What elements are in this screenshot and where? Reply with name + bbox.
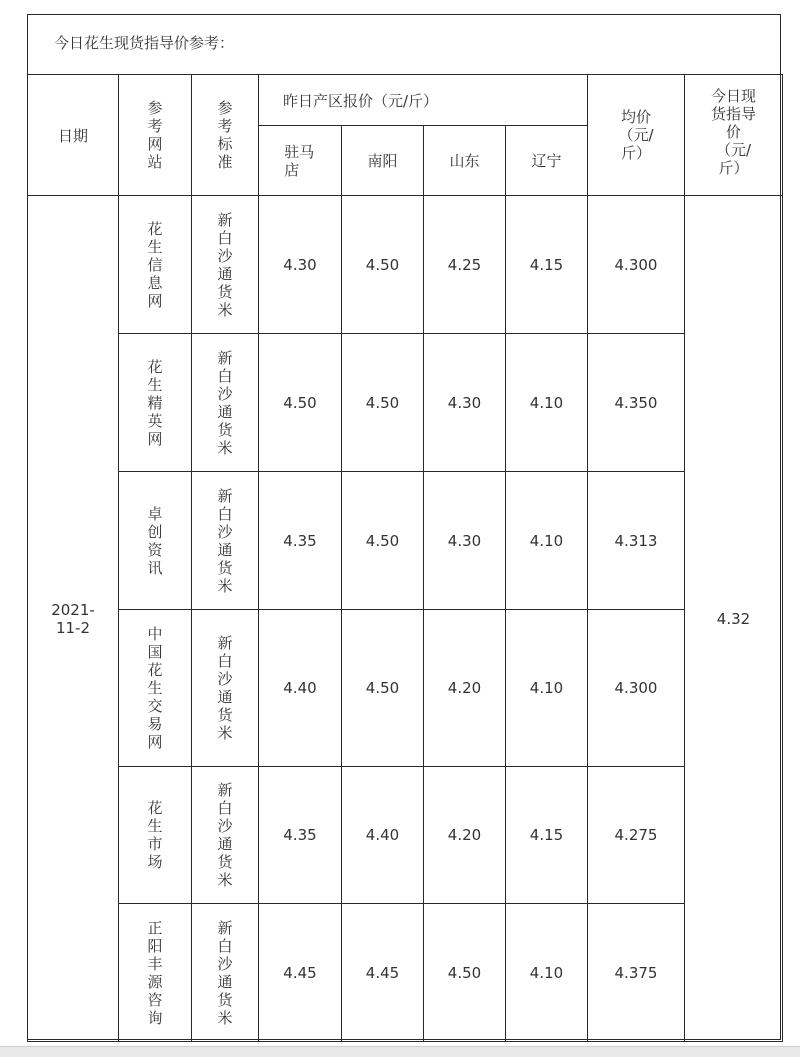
price-cell: 4.35	[259, 472, 342, 610]
today-guide-value: 4.32	[685, 196, 783, 1042]
header-region-nanyang: 南阳	[342, 126, 424, 196]
site-cell: 花生市场	[119, 767, 192, 904]
average-cell: 4.300	[588, 610, 685, 767]
site-cell: 正阳丰源咨询	[119, 904, 192, 1042]
price-cell: 4.10	[506, 904, 588, 1042]
price-cell: 4.40	[342, 767, 424, 904]
standard-cell: 新白沙通货米	[192, 767, 259, 904]
price-cell: 4.10	[506, 610, 588, 767]
header-today-guide: 今日现货指导价（元/斤）	[685, 75, 783, 196]
header-region-liaoning: 辽宁	[506, 126, 588, 196]
header-region-shandong: 山东	[424, 126, 506, 196]
caption-text: 今日花生现货指导价参考：	[54, 34, 235, 52]
header-average: 均价（元/斤）	[588, 75, 685, 196]
price-cell: 4.50	[342, 334, 424, 472]
page-bottom-bar	[0, 1046, 800, 1057]
site-cell: 中国花生交易网	[119, 610, 192, 767]
standard-cell: 新白沙通货米	[192, 472, 259, 610]
standard-cell: 新白沙通货米	[192, 196, 259, 334]
price-cell: 4.30	[424, 472, 506, 610]
price-cell: 4.40	[259, 610, 342, 767]
price-cell: 4.20	[424, 610, 506, 767]
header-site: 参考网站	[119, 75, 192, 196]
price-table	[27, 74, 783, 1042]
table-row	[28, 904, 783, 1042]
price-cell: 4.50	[342, 472, 424, 610]
average-cell: 4.375	[588, 904, 685, 1042]
average-cell: 4.350	[588, 334, 685, 472]
header-yesterday-group: 昨日产区报价（元/斤）	[259, 75, 588, 126]
price-cell: 4.45	[342, 904, 424, 1042]
price-table-frame	[27, 14, 781, 1040]
site-cell: 花生精英网	[119, 334, 192, 472]
average-cell: 4.313	[588, 472, 685, 610]
table-caption	[28, 15, 780, 75]
header-region-zhumadian: 驻马店	[259, 126, 342, 196]
price-cell: 4.30	[424, 334, 506, 472]
average-cell: 4.300	[588, 196, 685, 334]
price-cell: 4.15	[506, 196, 588, 334]
price-cell: 4.35	[259, 767, 342, 904]
table-row	[28, 334, 783, 472]
average-cell: 4.275	[588, 767, 685, 904]
site-cell: 花生信息网	[119, 196, 192, 334]
price-cell: 4.20	[424, 767, 506, 904]
table-row	[28, 767, 783, 904]
header-row-1	[28, 75, 783, 126]
table-row	[28, 196, 783, 334]
date-cell: 2021-11-2	[28, 196, 119, 1042]
price-cell: 4.10	[506, 334, 588, 472]
standard-cell: 新白沙通货米	[192, 610, 259, 767]
price-cell: 4.45	[259, 904, 342, 1042]
header-date: 日期	[28, 75, 119, 196]
site-cell: 卓创资讯	[119, 472, 192, 610]
table-row	[28, 472, 783, 610]
price-cell: 4.25	[424, 196, 506, 334]
standard-cell: 新白沙通货米	[192, 904, 259, 1042]
price-cell: 4.50	[342, 610, 424, 767]
price-cell: 4.10	[506, 472, 588, 610]
price-cell: 4.50	[424, 904, 506, 1042]
header-standard: 参考标准	[192, 75, 259, 196]
price-cell: 4.15	[506, 767, 588, 904]
table-row	[28, 610, 783, 767]
price-cell: 4.50	[259, 334, 342, 472]
standard-cell: 新白沙通货米	[192, 334, 259, 472]
price-cell: 4.30	[259, 196, 342, 334]
price-cell: 4.50	[342, 196, 424, 334]
